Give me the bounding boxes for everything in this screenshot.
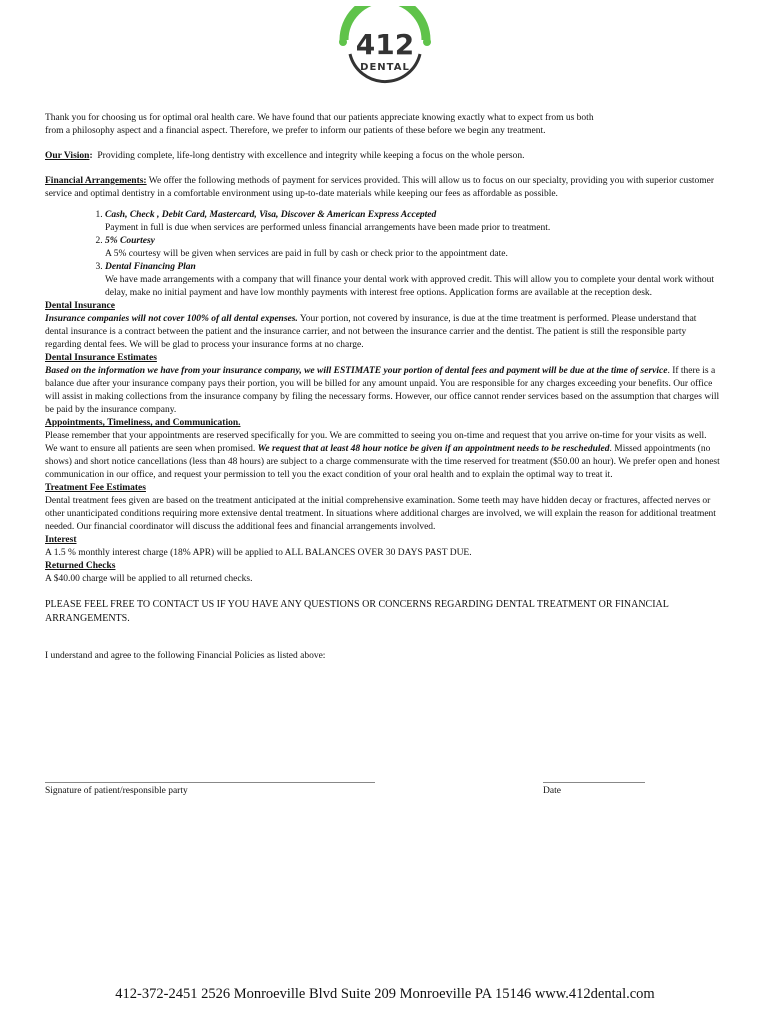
estimates-bold: Based on the information we have from your insurance company, we will ESTIMATE your portion of dental fees and payment will be due at the time of service <box>45 366 668 376</box>
contact-paragraph: PLEASE FEEL FREE TO CONTACT US IF YOU HAVE ANY QUESTIONS OR CONCERNS REGARDING DENTAL TREATMENT OR FINANCIAL ARRANGEMENTS. <box>45 599 669 624</box>
interest-section <box>45 534 721 560</box>
financial-label: Financial Arrangements: <box>45 176 147 186</box>
patient-signature-label: Signature of patient/responsible party <box>45 786 188 796</box>
date-label: Date <box>543 786 561 796</box>
appointments-text-2: . Missed appointments (no shows) and short notice cancellations (less than 48 hours) are subject to a charge commensurate with the time reserved for treatment ($50.00 an hour). We prefer open and honest communication in our office, and request your permission to tell you the exact condition of your oral health and to explain the optimal way to treat it. <box>45 444 720 480</box>
treatment-section <box>45 482 721 534</box>
intro-paragraph <box>45 112 721 138</box>
returned-heading: Returned Checks <box>45 561 116 571</box>
vision-paragraph: Our Vision: Providing complete, life-long dentistry with excellence and integrity while keeping a focus on the whole person. <box>45 151 525 161</box>
method-desc: Payment in full is due when services are performed unless financial arrangements have been made prior to treatment. <box>105 223 551 233</box>
signature-row <box>45 770 721 810</box>
method-desc: A 5% courtesy will be given when services are paid in full by cash or check prior to the appointment date. <box>105 249 508 259</box>
estimates-heading: Dental Insurance Estimates <box>45 353 157 363</box>
list-item <box>105 235 721 261</box>
insurance-text: Your portion, not covered by insurance, is due at the time treatment is performed. Please understand that dental insurance is a contract between the patient and the insurance carrier, and not between the insurance carrier and the dentist. The patient is still the responsible party regarding dental fees. We will be glad to process your insurance forms at no charge. <box>45 314 697 350</box>
agree-statement: I understand and agree to the following Financial Policies as listed above: <box>45 651 326 661</box>
logo-number: 412 <box>355 28 415 61</box>
patient-signature-line[interactable] <box>45 782 375 783</box>
intro-line-1: Thank you for choosing us for optimal oral health care. We have found that our patients appreciate knowing exactly what to expect from us both <box>45 113 594 123</box>
insurance-section <box>45 300 721 352</box>
interest-text: A 1.5 % monthly interest charge (18% APR) will be applied to ALL BALANCES OVER 30 DAYS PAST DUE. <box>45 548 472 558</box>
appointments-heading: Appointments, Timeliness, and Communication. <box>45 418 241 428</box>
list-item <box>105 209 721 235</box>
insurance-heading: Dental Insurance <box>45 301 115 311</box>
insurance-bold: Insurance companies will not cover 100% of all dental expenses. <box>45 314 298 324</box>
vision-label: Our Vision <box>45 151 90 161</box>
treatment-heading: Treatment Fee Estimates <box>45 483 146 493</box>
412-dental-logo <box>336 6 434 84</box>
appointments-text-1: Please remember that your appointments are reserved specifically for you. We are committed to seeing you on-time and request that you arrive on-time for your visits as well. We want to ensure all patients are seen when promised. <box>45 431 707 454</box>
estimates-text: . If there is a balance due after your insurance company pays their portion, you will be billed for any amount unpaid. You are responsible for any charges exceeding your benefits. Our office will assist in making collections from the insurance company by filing the necessary forms. However, our office cannot render services based on the assumption that charges will be paid by the insurance company. <box>45 366 720 415</box>
estimates-section <box>45 352 721 417</box>
treatment-text: Dental treatment fees given are based on the treatment anticipated at the initial comprehensive examination. Some teeth may have hidden decay or fractures, affected nerves or other unanticipated conditions requiring more extensive dental treatment. In situations where additional charges are involved, we will explain the reason for additional treatment needed. Our financial coordinator will discuss the additional fees and financial arrangements involved. <box>45 496 716 532</box>
logo-word: DENTAL <box>360 62 410 73</box>
intro-line-2: from a philosophy aspect and a financial aspect. Therefore, we prefer to inform our patients of these before we begin any treatment. <box>45 126 546 136</box>
appointments-section <box>45 417 721 482</box>
date-line[interactable] <box>543 782 645 783</box>
financial-paragraph <box>45 175 721 201</box>
payment-methods-list <box>45 209 721 300</box>
method-desc: We have made arrangements with a company that will finance your dental work with approved credit. This will allow you to complete your dental work without delay, make no initial payment and have low monthly payments with interest free options. Application forms are available at the reception desk. <box>105 275 715 298</box>
financial-text: We offer the following methods of payment for services provided. This will allow us to focus on our specialty, providing you with superior customer service and optimal dentistry in a comfortable environment using up-to-date materials while keeping our fees as affordable as possible. <box>45 176 715 199</box>
appointments-bold: We request that at least 48 hour notice be given if an appointment needs to be rescheduled <box>257 444 610 454</box>
interest-heading: Interest <box>45 535 77 545</box>
method-title: Cash, Check , Debit Card, Mastercard, Visa, Discover & American Express Accepted <box>105 210 437 220</box>
returned-text: A $40.00 charge will be applied to all returned checks. <box>45 574 253 584</box>
method-title: Dental Financing Plan <box>105 262 196 272</box>
footer-contact: 412-372-2451 2526 Monroeville Blvd Suite 209 Monroeville PA 15146 www.412dental.com <box>115 986 655 1002</box>
policy-content <box>45 112 721 663</box>
vision-text: Providing complete, life-long dentistry with excellence and integrity while keeping a focus on the whole person. <box>97 151 525 161</box>
list-item <box>105 261 721 300</box>
method-title: 5% Courtesy <box>105 236 155 246</box>
returned-section <box>45 560 721 586</box>
